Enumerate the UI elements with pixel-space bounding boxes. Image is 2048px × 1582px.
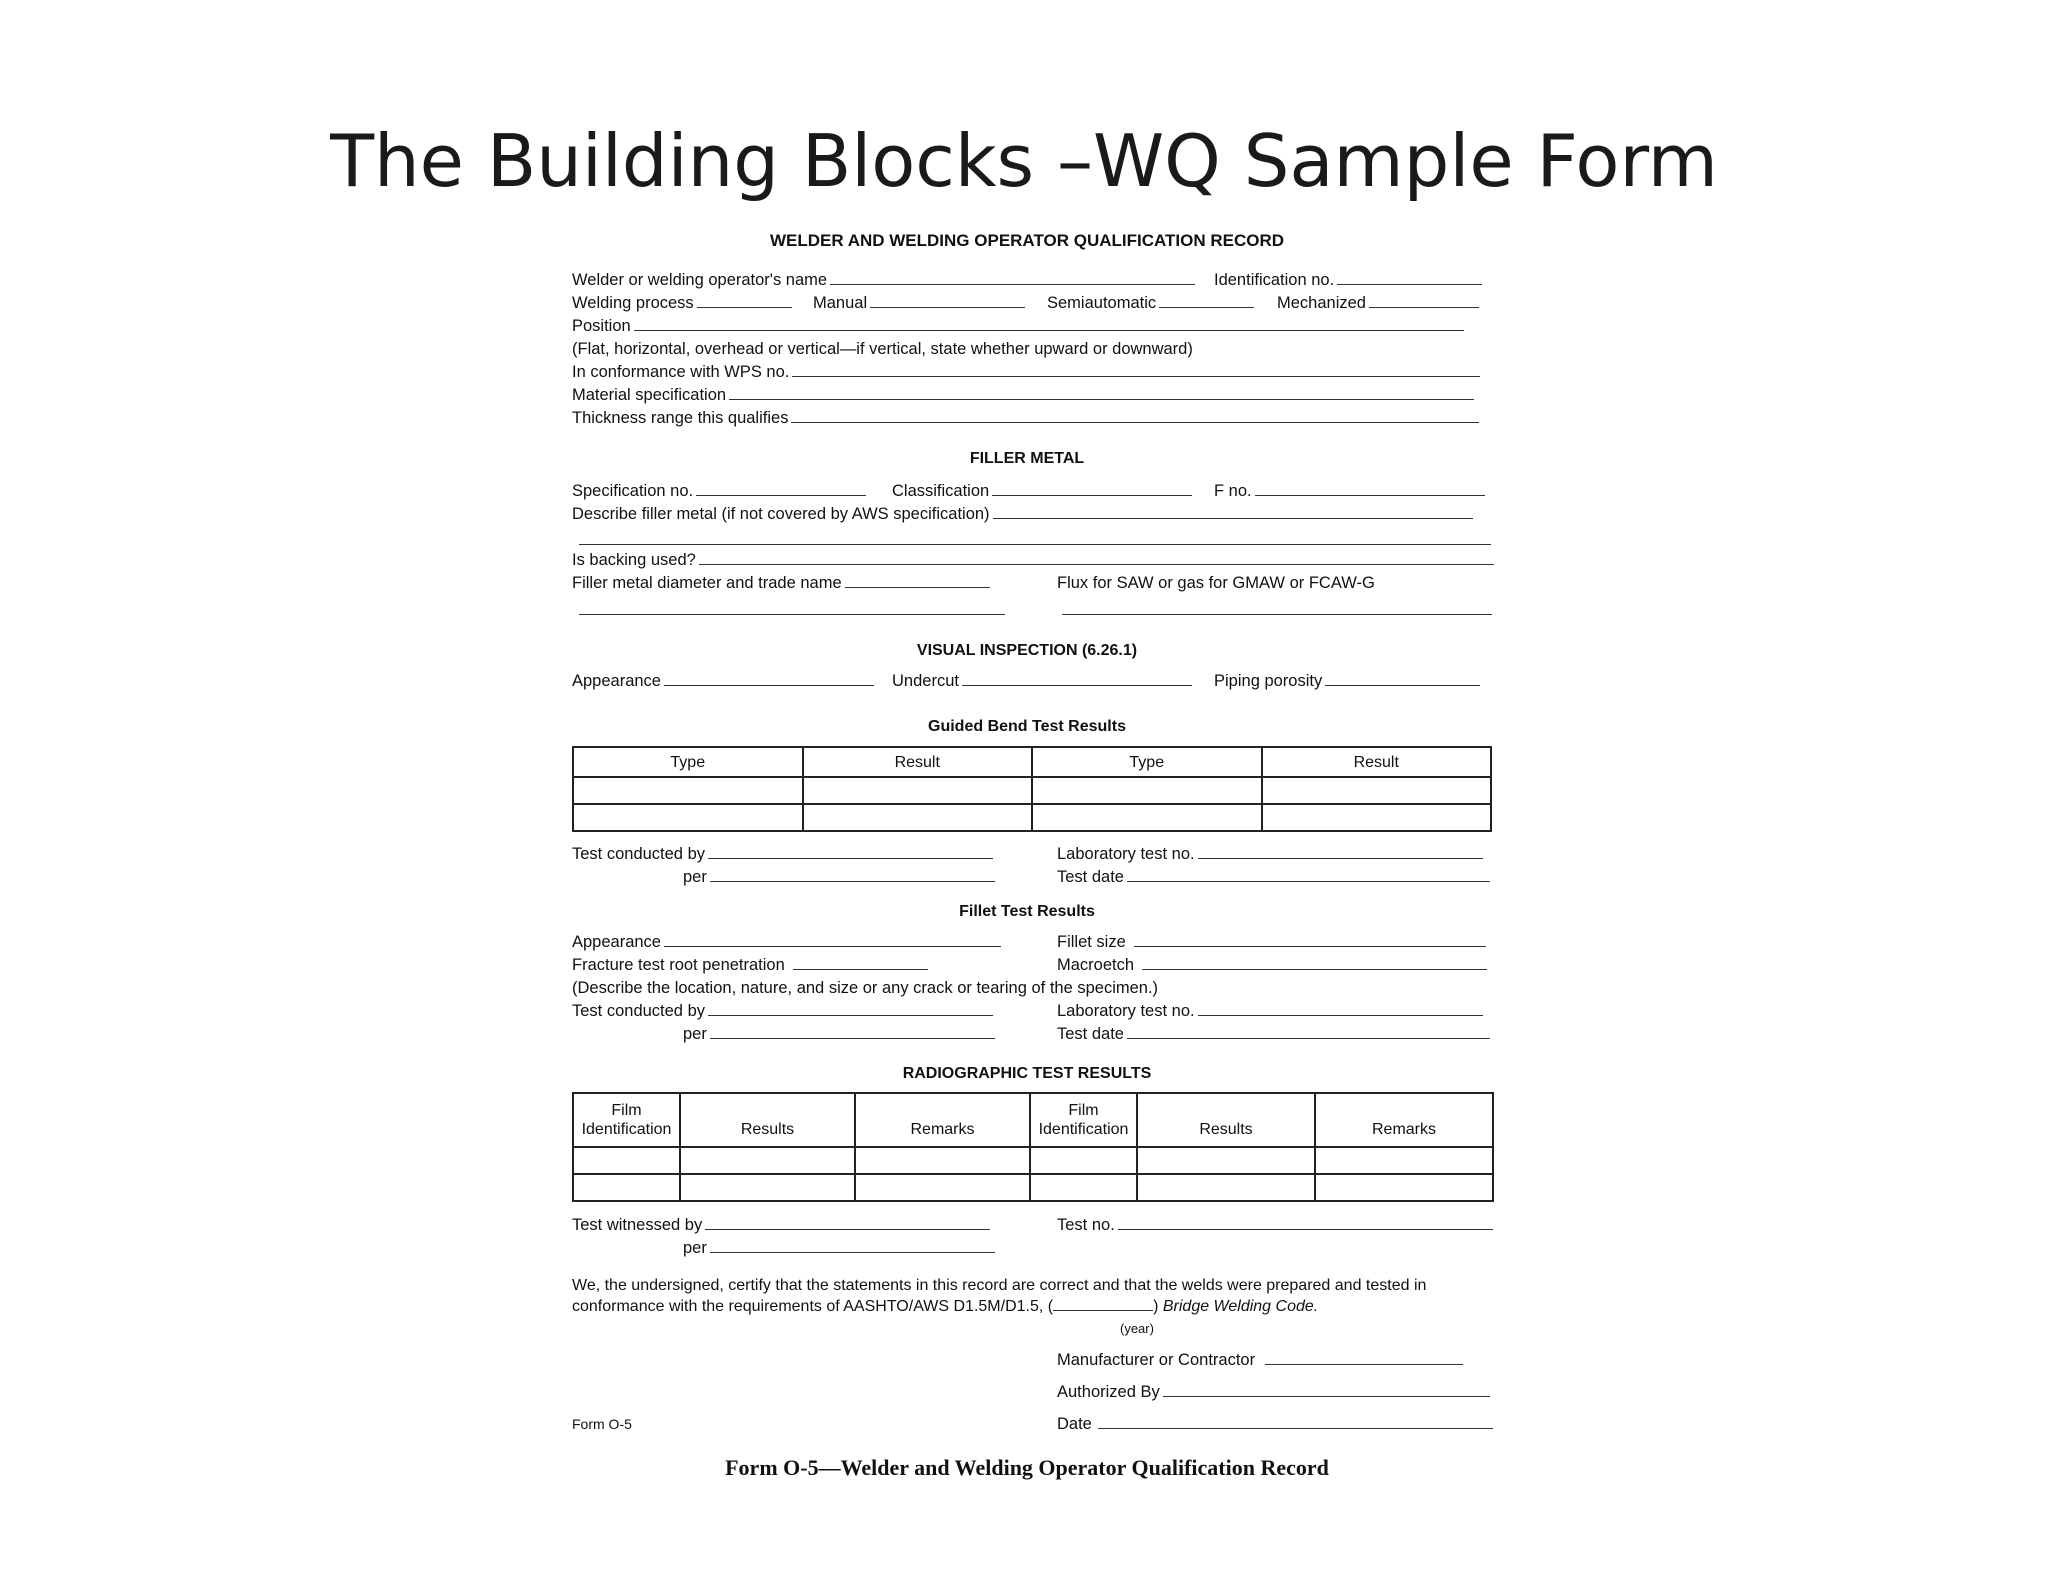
classification-label: Classification (892, 482, 990, 500)
witnessed-label: Test witnessed by (572, 1216, 703, 1234)
test-no-label: Test no. (1057, 1216, 1115, 1234)
macroetch-field[interactable] (1142, 955, 1487, 970)
describe-filler-row (572, 503, 1473, 526)
fillet-per-row (683, 1023, 995, 1046)
date-row (1057, 1413, 1493, 1436)
bend-cell[interactable] (803, 777, 1033, 804)
bend-test-date-row (1057, 866, 1490, 889)
fillet-size-label: Fillet size (1057, 933, 1126, 951)
radio-cell[interactable] (1137, 1147, 1315, 1174)
thickness-field[interactable] (791, 408, 1479, 423)
radio-col-results: Results (680, 1093, 855, 1147)
fillet-test-heading: Fillet Test Results (959, 903, 1095, 920)
manufacturer-row (1057, 1349, 1463, 1372)
bend-cell[interactable] (573, 777, 803, 804)
manual-field[interactable] (870, 293, 1025, 308)
backing-row (572, 549, 1494, 572)
radio-cell[interactable] (1315, 1174, 1493, 1201)
position-note: (Flat, horizontal, overhead or vertical—if vertical, state whether upward or downward) (572, 340, 1193, 358)
describe-filler-label: Describe filler metal (if not covered by AWS specification) (572, 505, 990, 523)
fillet-test-by-row (572, 1000, 993, 1023)
fracture-row (572, 954, 928, 977)
spec-no-row (572, 480, 866, 503)
slide-title: The Building Blocks –WQ Sample Form (330, 119, 1718, 203)
identification-field[interactable] (1337, 270, 1482, 285)
welding-process-field[interactable] (697, 293, 792, 308)
thickness-row (572, 407, 1479, 430)
semiautomatic-row (1047, 292, 1254, 315)
radio-col-film (573, 1093, 680, 1147)
backing-field[interactable] (699, 550, 1494, 565)
form-number: Form O-5 (572, 1416, 632, 1432)
classification-field[interactable] (992, 481, 1192, 496)
radio-per-row (683, 1237, 995, 1260)
semiautomatic-field[interactable] (1159, 293, 1254, 308)
welding-process-row (572, 292, 792, 315)
bend-cell[interactable] (1262, 804, 1492, 831)
thickness-label: Thickness range this qualifies (572, 409, 789, 427)
spec-no-field[interactable] (696, 481, 866, 496)
manufacturer-label: Manufacturer or Contractor (1057, 1351, 1256, 1369)
bend-col-type-2: Type (1032, 747, 1262, 777)
bend-lab-no-row (1057, 843, 1483, 866)
radio-per-field[interactable] (710, 1238, 995, 1253)
piping-field[interactable] (1325, 671, 1480, 686)
radio-cell[interactable] (573, 1147, 680, 1174)
f-no-label: F no. (1214, 482, 1252, 500)
date-label: Date (1057, 1415, 1092, 1433)
bend-per-label: per (683, 868, 707, 886)
bend-test-date-field[interactable] (1127, 867, 1490, 882)
position-label: Position (572, 317, 631, 335)
radio-cell[interactable] (1030, 1147, 1137, 1174)
radio-col-film-line2: Identification (581, 1121, 672, 1138)
radio-col-remarks: Remarks (855, 1093, 1030, 1147)
diameter-row (572, 572, 990, 595)
date-field[interactable] (1098, 1414, 1493, 1429)
form-caption: Form O-5—Welder and Welding Operator Qualification Record (725, 1455, 1329, 1480)
radio-per-label: per (683, 1239, 707, 1257)
operator-name-field[interactable] (830, 270, 1195, 285)
radio-cell[interactable] (1137, 1174, 1315, 1201)
bend-test-date-label: Test date (1057, 868, 1124, 886)
bend-lab-no-label: Laboratory test no. (1057, 845, 1195, 863)
macroetch-row (1057, 954, 1487, 977)
certification-text: We, the undersigned, certify that the statements in this record are correct and that the welds were prepared and tested in conformance with the requirements of AASHTO/AWS D1.5M/D1.5, ( (572, 1277, 1427, 1315)
fillet-test-date-label: Test date (1057, 1025, 1124, 1043)
operator-name-label: Welder or welding operator's name (572, 271, 828, 289)
radio-cell[interactable] (680, 1174, 855, 1201)
describe-filler-field-2[interactable] (579, 544, 1491, 545)
wps-row (572, 361, 1480, 384)
diameter-field-2[interactable] (579, 614, 1005, 615)
diameter-field[interactable] (845, 573, 990, 588)
radio-col-results-2: Results (1137, 1093, 1315, 1147)
radio-col-film-line1: Film (611, 1102, 642, 1119)
position-field[interactable] (634, 316, 1464, 331)
manual-row (813, 292, 1025, 315)
bend-test-by-row (572, 843, 993, 866)
radio-cell[interactable] (855, 1174, 1030, 1201)
fillet-lab-no-label: Laboratory test no. (1057, 1002, 1195, 1020)
fillet-test-date-field[interactable] (1127, 1024, 1490, 1039)
position-row (572, 315, 1464, 338)
witnessed-field[interactable] (705, 1215, 990, 1230)
radio-col-film-2-line1: Film (1068, 1102, 1099, 1119)
material-spec-row (572, 384, 1474, 407)
fracture-field[interactable] (793, 955, 928, 970)
undercut-row (892, 670, 1192, 693)
flux-label: Flux for SAW or gas for GMAW or FCAW-G (1057, 574, 1375, 592)
visual-appearance-label: Appearance (572, 672, 661, 690)
classification-row (892, 480, 1192, 503)
fillet-appearance-label: Appearance (572, 933, 661, 951)
backing-label: Is backing used? (572, 551, 696, 569)
semiautomatic-label: Semiautomatic (1047, 294, 1157, 312)
wps-label: In conformance with WPS no. (572, 363, 790, 381)
fillet-size-field[interactable] (1134, 932, 1486, 947)
filler-metal-heading: FILLER METAL (969, 450, 1085, 467)
year-caption: (year) (1120, 1321, 1154, 1336)
welding-process-label: Welding process (572, 294, 694, 312)
qualification-form (557, 225, 1497, 1507)
bend-col-type: Type (573, 747, 803, 777)
bend-col-result: Result (803, 747, 1033, 777)
bend-col-result-2: Result (1262, 747, 1492, 777)
bend-cell[interactable] (1262, 777, 1492, 804)
fracture-label: Fracture test root penetration (572, 956, 785, 974)
test-no-row (1057, 1214, 1493, 1237)
form-title: WELDER AND WELDING OPERATOR QUALIFICATION RECORD (769, 231, 1285, 250)
fillet-per-label: per (683, 1025, 707, 1043)
authorized-field[interactable] (1163, 1382, 1490, 1397)
describe-filler-field[interactable] (993, 504, 1473, 519)
code-name: Bridge Welding Code. (1162, 1298, 1319, 1315)
fillet-appearance-row (572, 931, 1001, 954)
f-no-field[interactable] (1255, 481, 1485, 496)
radio-col-film-2-line2: Identification (1038, 1121, 1129, 1138)
piping-label: Piping porosity (1214, 672, 1323, 690)
undercut-label: Undercut (892, 672, 959, 690)
radio-cell[interactable] (573, 1174, 680, 1201)
fillet-note: (Describe the location, nature, and size or any crack or tearing of the specimen.) (572, 979, 1159, 997)
manufacturer-field[interactable] (1265, 1350, 1463, 1365)
witnessed-row (572, 1214, 990, 1237)
identification-row (1214, 269, 1482, 292)
radio-col-film-2 (1030, 1093, 1137, 1147)
bend-per-row (683, 866, 995, 889)
mechanized-field[interactable] (1369, 293, 1479, 308)
radio-cell[interactable] (680, 1147, 855, 1174)
wps-field[interactable] (792, 362, 1480, 377)
year-field[interactable] (1053, 1296, 1153, 1311)
bend-test-by-field[interactable] (708, 844, 993, 859)
manual-label: Manual (813, 294, 868, 312)
identification-label: Identification no. (1214, 271, 1335, 289)
radio-col-remarks-2: Remarks (1315, 1093, 1493, 1147)
spec-no-label: Specification no. (572, 482, 694, 500)
fillet-lab-no-field[interactable] (1198, 1001, 1483, 1016)
fillet-lab-no-row (1057, 1000, 1483, 1023)
mechanized-label: Mechanized (1277, 294, 1366, 312)
fillet-test-by-label: Test conducted by (572, 1002, 705, 1020)
bend-test-heading: Guided Bend Test Results (928, 718, 1126, 735)
bend-test-by-label: Test conducted by (572, 845, 705, 863)
fillet-appearance-field[interactable] (664, 932, 1001, 947)
bend-per-field[interactable] (710, 867, 995, 882)
radio-cell[interactable] (855, 1147, 1030, 1174)
macroetch-label: Macroetch (1057, 956, 1135, 974)
bend-cell[interactable] (573, 804, 803, 831)
undercut-field[interactable] (962, 671, 1192, 686)
radiographic-heading: RADIOGRAPHIC TEST RESULTS (902, 1065, 1152, 1082)
fillet-size-row (1057, 931, 1486, 954)
certification-statement (572, 1275, 1492, 1317)
material-spec-field[interactable] (729, 385, 1474, 400)
radio-cell[interactable] (1030, 1174, 1137, 1201)
fillet-test-by-field[interactable] (708, 1001, 993, 1016)
authorized-row (1057, 1381, 1490, 1404)
bend-cell[interactable] (1032, 777, 1262, 804)
mechanized-row (1277, 292, 1479, 315)
radio-cell[interactable] (1315, 1147, 1493, 1174)
bend-test-table (572, 746, 1492, 832)
flux-field[interactable] (1062, 614, 1492, 615)
bend-cell[interactable] (803, 804, 1033, 831)
test-no-field[interactable] (1118, 1215, 1493, 1230)
piping-row (1214, 670, 1480, 693)
visual-inspection-heading: VISUAL INSPECTION (6.26.1) (916, 642, 1138, 659)
bend-lab-no-field[interactable] (1198, 844, 1483, 859)
visual-appearance-row (572, 670, 874, 693)
fillet-test-date-row (1057, 1023, 1490, 1046)
fillet-per-field[interactable] (710, 1024, 995, 1039)
diameter-label: Filler metal diameter and trade name (572, 574, 842, 592)
material-spec-label: Material specification (572, 386, 727, 404)
f-no-row (1214, 480, 1485, 503)
bend-cell[interactable] (1032, 804, 1262, 831)
certification-text-2: ) (1153, 1298, 1163, 1315)
authorized-label: Authorized By (1057, 1383, 1160, 1401)
radiographic-table (572, 1092, 1494, 1202)
operator-name-row (572, 269, 1195, 292)
visual-appearance-field[interactable] (664, 671, 874, 686)
